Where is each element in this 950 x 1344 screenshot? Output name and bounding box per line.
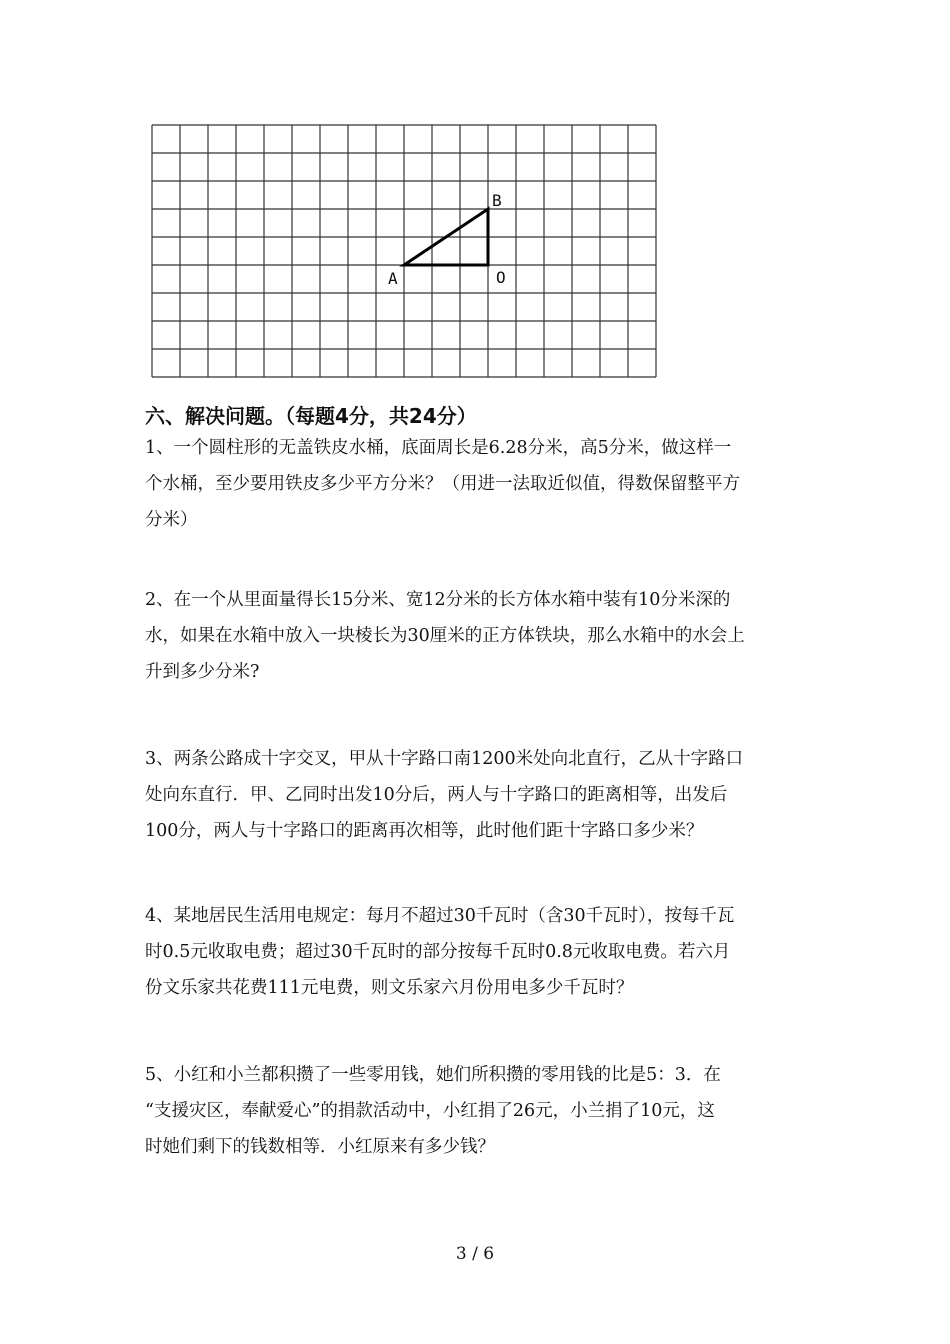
question-line: 1、一个圆柱形的无盖铁皮水桶，底面周长是6.28分米，高5分米，做这样一	[145, 438, 732, 458]
point-label-o: O	[496, 268, 506, 287]
grid-diagram	[148, 122, 660, 380]
section-title: 六、解决问题。（每题4分，共24分）	[145, 404, 477, 428]
question-line: 4、某地居民生活用电规定：每月不超过30千瓦时（含30千瓦时），按每千瓦	[145, 906, 735, 926]
question-line: 时0.5元收取电费；超过30千瓦时的部分按每千瓦时0.8元收取电费。若六月	[145, 942, 731, 962]
question-5	[145, 1057, 815, 1165]
point-label-a: A	[388, 269, 398, 288]
question-line: “支援灾区，奉献爱心”的捐款活动中，小红捐了26元，小兰捐了10元，这	[145, 1101, 715, 1121]
question-1	[145, 430, 815, 538]
question-line: 水，如果在水箱中放入一块棱长为30厘米的正方体铁块，那么水箱中的水会上	[145, 626, 745, 646]
question-2	[145, 582, 815, 690]
question-4	[145, 898, 815, 1006]
question-line: 5、小红和小兰都积攒了一些零用钱，她们所积攒的零用钱的比是5：3．在	[145, 1065, 721, 1085]
question-line: 个水桶，至少要用铁皮多少平方分米？（用进一法取近似值，得数保留整平方	[145, 474, 740, 494]
question-line: 3、两条公路成十字交叉，甲从十字路口南1200米处向北直行，乙从十字路口	[145, 749, 744, 769]
question-line: 100分，两人与十字路口的距离再次相等，此时他们距十字路口多少米？	[145, 821, 704, 841]
question-line: 分米）	[145, 510, 198, 530]
question-line: 时她们剩下的钱数相等．小红原来有多少钱？	[145, 1137, 495, 1157]
question-line: 2、在一个从里面量得长15分米、宽12分米的长方体水箱中装有10分米深的	[145, 590, 731, 610]
question-line: 处向东直行．甲、乙同时出发10分后，两人与十字路口的距离相等，出发后	[145, 785, 728, 805]
page-number: 3 / 6	[455, 1244, 495, 1264]
question-line: 份文乐家共花费111元电费，则文乐家六月份用电多少千瓦时？	[145, 978, 634, 998]
point-label-b: B	[492, 191, 502, 210]
question-3	[145, 741, 815, 849]
question-line: 升到多少分米?	[145, 662, 260, 682]
